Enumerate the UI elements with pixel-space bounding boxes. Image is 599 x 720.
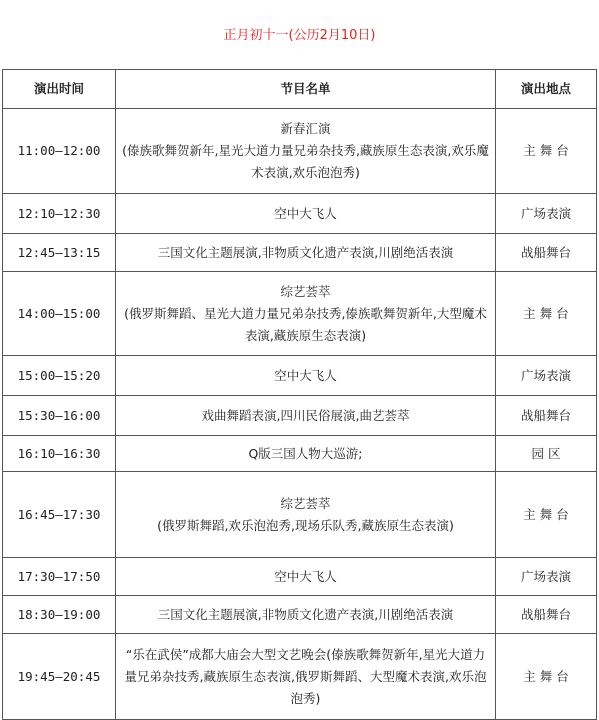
cell-time: 18:30—19:00 bbox=[3, 596, 116, 634]
table-row bbox=[3, 596, 597, 634]
program-detail: 空中大飞人 bbox=[274, 205, 337, 221]
program-detail: 空中大飞人 bbox=[274, 568, 337, 584]
cell-program bbox=[116, 109, 496, 194]
cell-program bbox=[116, 194, 496, 234]
table-row bbox=[3, 558, 597, 596]
cell-time: 11:00—12:00 bbox=[3, 109, 116, 194]
table-row bbox=[3, 234, 597, 272]
cell-time: 14:00—15:00 bbox=[3, 272, 116, 356]
cell-venue: 主 舞 台 bbox=[496, 272, 597, 356]
cell-program bbox=[116, 436, 496, 472]
cell-time: 17:30—17:50 bbox=[3, 558, 116, 596]
program-detail: (俄罗斯舞蹈、星光大道力量兄弟杂技秀,傣族歌舞贺新年,大型魔术表演,藏族原生态表演) bbox=[124, 305, 487, 343]
table-row bbox=[3, 356, 597, 396]
cell-program bbox=[116, 356, 496, 396]
cell-time: 16:10—16:30 bbox=[3, 436, 116, 472]
table-row bbox=[3, 396, 597, 436]
program-title: 综艺荟萃 bbox=[280, 495, 331, 511]
cell-venue: 广场表演 bbox=[496, 558, 597, 596]
cell-time: 15:30—16:00 bbox=[3, 396, 116, 436]
table-row bbox=[3, 109, 597, 194]
cell-time: 19:45—20:45 bbox=[3, 634, 116, 720]
column-header-time: 演出时间 bbox=[3, 70, 116, 109]
cell-program bbox=[116, 272, 496, 356]
cell-venue: 战船舞台 bbox=[496, 396, 597, 436]
cell-venue: 广场表演 bbox=[496, 194, 597, 234]
program-detail: 三国文化主题展演,非物质文化遗产表演,川剧绝活表演 bbox=[157, 244, 454, 260]
cell-program bbox=[116, 472, 496, 558]
table-row bbox=[3, 436, 597, 472]
cell-venue: 园 区 bbox=[496, 436, 597, 472]
program-detail: “乐在武侯”成都大庙会大型文艺晚会(傣族歌舞贺新年,星光大道力量兄弟杂技秀,藏族原生态表演,俄罗斯舞蹈、大型魔术表演,欢乐泡泡秀) bbox=[124, 646, 487, 706]
schedule-body bbox=[3, 109, 597, 720]
cell-program bbox=[116, 596, 496, 634]
cell-time: 15:00—15:20 bbox=[3, 356, 116, 396]
cell-venue: 主 舞 台 bbox=[496, 634, 597, 720]
schedule-table bbox=[2, 69, 597, 720]
column-header-program: 节目名单 bbox=[116, 70, 496, 109]
table-row bbox=[3, 194, 597, 234]
cell-venue: 广场表演 bbox=[496, 356, 597, 396]
cell-venue: 主 舞 台 bbox=[496, 472, 597, 558]
cell-program bbox=[116, 234, 496, 272]
table-row bbox=[3, 634, 597, 720]
cell-time: 12:10—12:30 bbox=[3, 194, 116, 234]
cell-program bbox=[116, 558, 496, 596]
program-title: 新春汇演 bbox=[280, 121, 331, 136]
program-detail: (傣族歌舞贺新年,星光大道力量兄弟杂技秀,藏族原生态表演,欢乐魔术表演,欢乐泡泡秀) bbox=[122, 143, 489, 180]
table-header-row bbox=[3, 70, 597, 109]
program-detail: 空中大飞人 bbox=[274, 367, 337, 383]
program-title: 综艺荟萃 bbox=[280, 283, 331, 299]
program-detail: (俄罗斯舞蹈,欢乐泡泡秀,现场乐队秀,藏族原生态表演) bbox=[157, 517, 454, 533]
cell-program bbox=[116, 634, 496, 720]
program-detail: 戏曲舞蹈表演,四川民俗展演,曲艺荟萃 bbox=[201, 407, 410, 423]
cell-program bbox=[116, 396, 496, 436]
cell-time: 16:45—17:30 bbox=[3, 472, 116, 558]
table-row bbox=[3, 272, 597, 356]
cell-venue: 主 舞 台 bbox=[496, 109, 597, 194]
cell-venue: 战船舞台 bbox=[496, 234, 597, 272]
table-row bbox=[3, 472, 597, 558]
cell-time: 12:45—13:15 bbox=[3, 234, 116, 272]
column-header-venue: 演出地点 bbox=[496, 70, 597, 109]
cell-venue: 战船舞台 bbox=[496, 596, 597, 634]
program-detail: 三国文化主题展演,非物质文化遗产表演,川剧绝活表演 bbox=[157, 606, 454, 622]
page-title: 正月初十一(公历2月10日) bbox=[223, 28, 376, 43]
program-detail: Q版三国人物大巡游; bbox=[248, 445, 363, 461]
